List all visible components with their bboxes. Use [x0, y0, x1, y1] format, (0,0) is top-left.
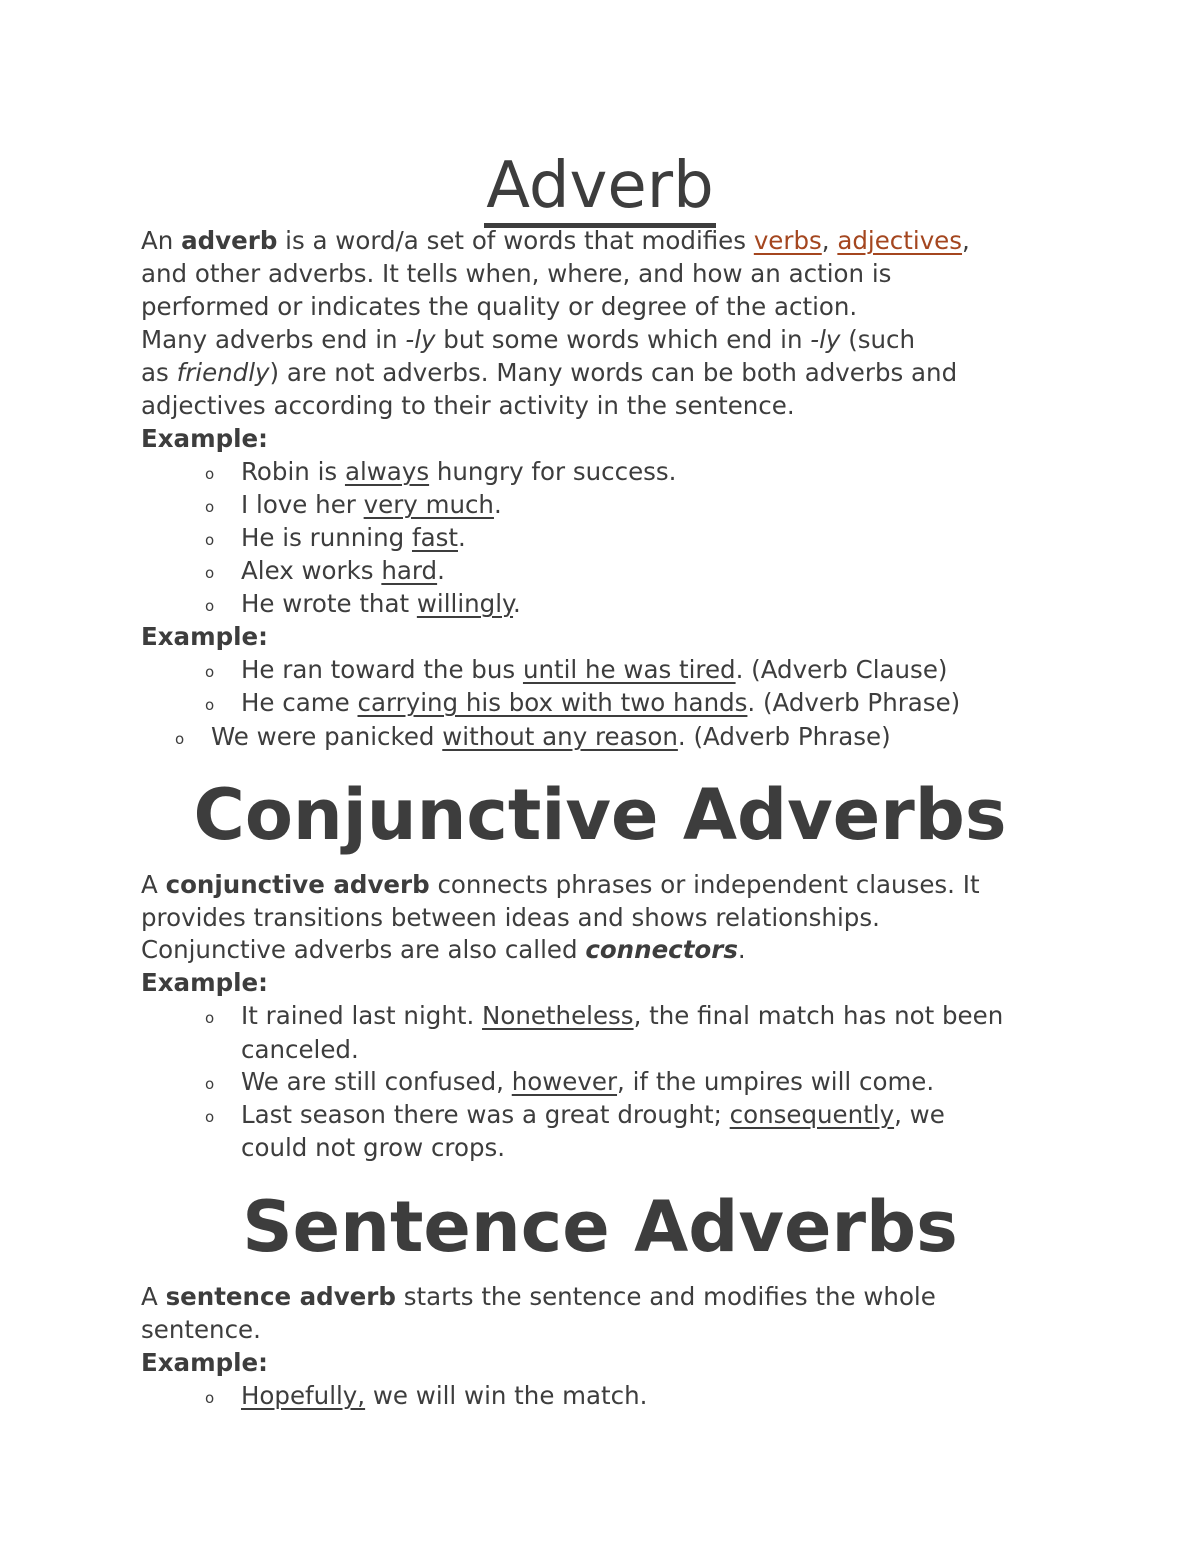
list-item: We are still confused, however, if the umpires will come.: [241, 1067, 935, 1096]
example-label: Example:: [141, 424, 268, 453]
example-label: Example:: [141, 1348, 268, 1377]
bullet-icon: o: [205, 498, 215, 516]
example-label: Example:: [141, 968, 268, 997]
bullet-icon: o: [205, 696, 215, 714]
adverb-line-2: and other adverbs. It tells when, where, and how an action is: [141, 259, 892, 288]
bullet-icon: o: [205, 663, 215, 681]
bullet-icon: o: [205, 564, 215, 582]
bullet-icon: o: [205, 1075, 215, 1093]
adverb-title: Adverb: [0, 148, 1200, 224]
list-item: I love her very much.: [241, 490, 502, 519]
sentence-line-1: A sentence adverb starts the sentence and modifies the whole: [141, 1282, 936, 1311]
bullet-icon: o: [175, 730, 185, 748]
conjunctive-adverbs-title: Conjunctive Adverbs: [193, 774, 1007, 856]
adverb-line-6: adjectives according to their activity in the sentence.: [141, 391, 795, 420]
list-item: Last season there was a great drought; consequently, we: [241, 1100, 945, 1129]
conjunctive-line-3: Conjunctive adverbs are also called connectors.: [141, 935, 746, 964]
list-item-continuation: canceled.: [241, 1035, 359, 1064]
sentence-line-2: sentence.: [141, 1315, 261, 1344]
list-item: He wrote that willingly.: [241, 589, 521, 618]
conjunctive-line-2: provides transitions between ideas and shows relationships.: [141, 903, 880, 932]
list-item: He is running fast.: [241, 523, 466, 552]
adverb-line-1: An adverb is a word/a set of words that modifies verbs, adjectives,: [141, 226, 970, 255]
list-item: Robin is always hungry for success.: [241, 457, 677, 486]
list-item: Hopefully, we will win the match.: [241, 1381, 648, 1410]
conjunctive-line-1: A conjunctive adverb connects phrases or independent clauses. It: [141, 870, 980, 899]
list-item-continuation: could not grow crops.: [241, 1133, 506, 1162]
list-item: He ran toward the bus until he was tired. (Adverb Clause): [241, 655, 948, 684]
list-item: Alex works hard.: [241, 556, 445, 585]
adverb-line-4: Many adverbs end in -ly but some words which end in -ly (such: [141, 325, 916, 354]
bullet-icon: o: [205, 597, 215, 615]
list-item: It rained last night. Nonetheless, the final match has not been: [241, 1001, 1004, 1030]
list-item: We were panicked without any reason. (Adverb Phrase): [211, 722, 891, 751]
bullet-icon: o: [205, 465, 215, 483]
sentence-adverbs-title: Sentence Adverbs: [242, 1186, 958, 1268]
adjectives-link[interactable]: adjectives: [837, 226, 963, 255]
bullet-icon: o: [205, 1389, 215, 1407]
bullet-icon: o: [205, 531, 215, 549]
example-label: Example:: [141, 622, 268, 651]
list-item: He came carrying his box with two hands. (Adverb Phrase): [241, 688, 961, 717]
bullet-icon: o: [205, 1009, 215, 1027]
bullet-icon: o: [205, 1108, 215, 1126]
verbs-link[interactable]: verbs: [753, 226, 822, 255]
adverb-line-5: as friendly) are not adverbs. Many words can be both adverbs and: [141, 358, 958, 387]
adverb-line-3: performed or indicates the quality or degree of the action.: [141, 292, 858, 321]
